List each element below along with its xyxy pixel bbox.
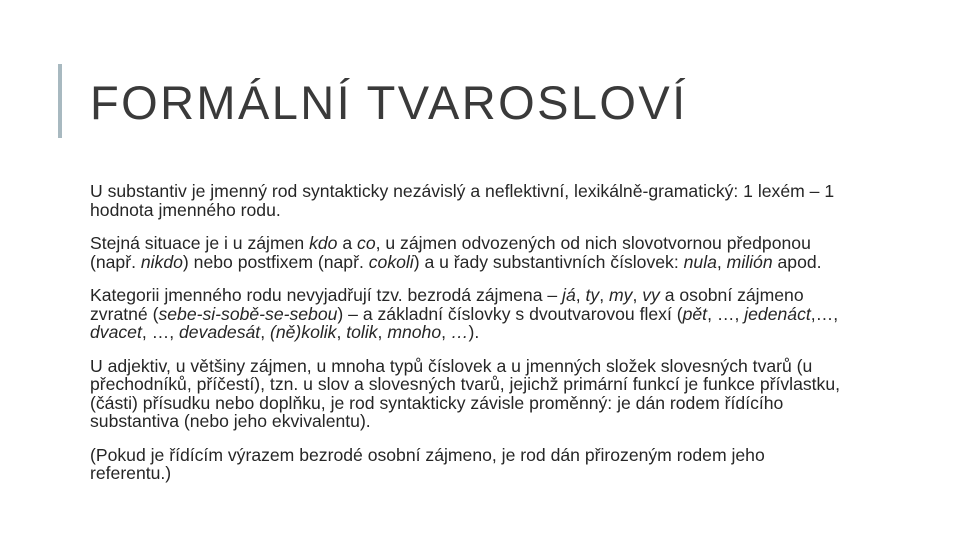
italic-term: vy [642,285,660,305]
title-accent-bar [58,64,62,138]
paragraph-3 [90,286,850,342]
text-run: a osobní zájmeno zvratné ( [90,285,804,324]
italic-term: kdo [309,233,338,253]
text-run: apod. [772,251,822,272]
text-run: Kategorii jmenného rodu nevyjadřují tzv. bezrodá zájmena – [90,285,563,305]
text-run: , [377,322,388,342]
text-run: , [575,285,586,305]
italic-term: devadesát [179,322,261,342]
text-run: ) nebo postfixem (např. [182,251,369,272]
italic-term: cokoli [368,251,414,272]
text-run: a [337,233,358,253]
text-run: , [260,322,270,342]
text-run: , …, [141,322,179,342]
italic-term: sebe-si-sobě-se-sebou [158,303,338,324]
paragraph-4 [90,357,850,431]
text-run: , [441,322,451,342]
italic-term: já [562,285,576,305]
text-run: ) a u řady substantivních číslovek: [413,251,684,272]
text-run: , u zájmen odvozených od nich slovotvornou předponou (např. [90,233,811,272]
slide-body [90,182,850,498]
text-run: ,…, [810,303,839,324]
italic-term: milión [726,251,773,272]
text-run: , [632,285,643,305]
italic-term: mnoho [387,322,442,342]
italic-term: jedenáct [744,303,811,324]
paragraph-2 [90,234,850,271]
text-run: (Pokud je řídícím výrazem bezrodé osobní zájmeno, je rod dán přirozeným rodem jeho referentu.) [90,444,765,483]
text-run: ). [468,322,480,342]
slide-title: FORMÁLNÍ TVAROSLOVÍ [90,76,688,129]
italic-term: (ně)kolik [269,322,337,342]
paragraph-1 [90,182,850,219]
italic-term: my [609,285,633,305]
text-run: U substantiv je jmenný rod syntakticky nezávislý a neflektivní, lexikálně-gramatický: 1 lexém – 1 hodnota jmenného rodu. [90,181,835,220]
italic-term: co [357,233,376,253]
text-run: Stejná situace je i u zájmen [90,233,310,253]
italic-term: tolik [346,322,378,342]
italic-term: pět [682,303,708,324]
text-run: , [336,322,347,342]
italic-term: nikdo [140,251,183,272]
paragraph-5 [90,446,850,483]
text-run: ) – a základní číslovky s dvoutvarovou flexí ( [337,303,683,324]
italic-term: nula [683,251,717,272]
italic-term: dvacet [90,322,142,342]
text-run: U adjektiv, u většiny zájmen, u mnoha typů číslovek a u jmenných složek slovesných tvarů (u přechodníků, příčestí), tzn. u slov a slovesných tvarů, jejichž primární funkcí je funkce přívlastku, (části) přísudku nebo doplňku, je rod syntakticky závisle proměnný: je dán rodem řídícího substantiva (nebo jeho ekvivalentu). [90,355,841,431]
text-run: , [716,251,727,272]
italic-term: … [450,322,469,342]
text-run: , [599,285,609,305]
italic-term: ty [585,285,600,305]
text-run: , …, [707,303,745,324]
